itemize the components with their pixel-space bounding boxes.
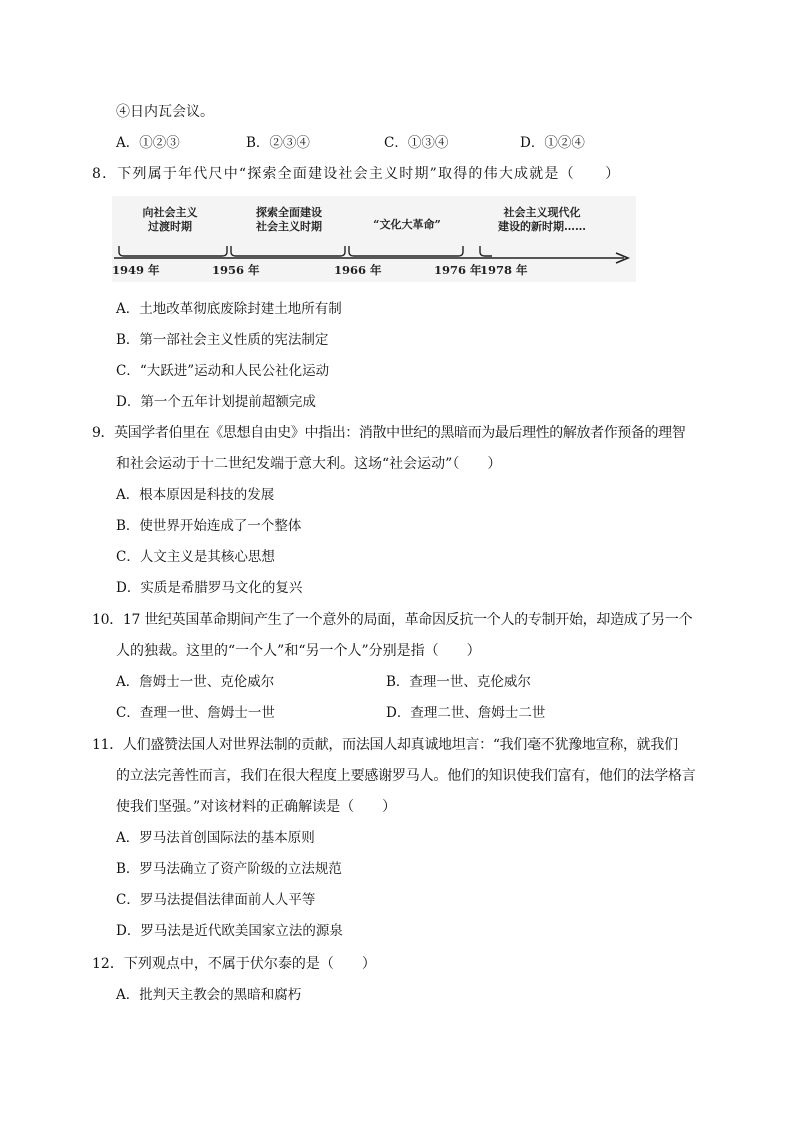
period-label-4-line1: 社会主义现代化 [503,206,581,219]
q8-option-d: D．第一个五年计划提前超额完成 [116,394,316,410]
q12-stem: 12．下列观点中，不属于伏尔泰的是（ ） [92,956,376,972]
period-label-1-line2: 过渡时期 [148,220,192,233]
period-label-3-line1: “文化大革命” [373,218,441,231]
period-label-1-line1: 向社会主义 [142,206,198,219]
period-label-4 [480,206,604,234]
year-1949: 1949 年 [112,263,160,277]
period-label-2-line2: 社会主义时期 [256,220,322,233]
q9-option-b: B．使世界开始连成了一个整体 [116,518,302,534]
q11-stem-line1: 11．人们盛赞法国人对世界法制的贡献，而法国人却真诚地坦言：“我们毫不犹豫地宣称，就我们 [92,737,678,753]
timeline-figure [112,196,636,282]
q11-option-c: C．罗马法提倡法律面前人人平等 [116,892,316,908]
q8-option-c: C．“大跃进”运动和人民公社化运动 [116,363,330,379]
q10-option-b: B．查理一世、克伦威尔 [386,674,531,690]
q10-stem-line2: 人的独裁。这里的“一个人”和“另一个人”分别是指（ ） [116,643,481,659]
q8-stem: 8．下列属于年代尺中“探索全面建设社会主义时期”取得的伟大成就是（ ） [92,166,621,182]
q9-stem-line1: 9．英国学者伯里在《思想自由史》中指出：消散中世纪的黑暗而为最后理性的解放者作预备的理智 [92,425,686,441]
q9-option-d: D．实质是希腊罗马文化的复兴 [116,580,303,596]
q7-option-b: B．②③④ [246,135,310,151]
q10-option-d: D．查理二世、詹姆士二世 [386,705,546,721]
year-1976: 1976 年 [434,263,482,277]
period-label-2-line1: 探索全面建设 [256,206,322,219]
q12-option-a: A．批判天主教会的黑暗和腐朽 [116,987,302,1003]
q10-option-a: A．詹姆士一世、克伦威尔 [116,674,275,690]
year-1966: 1966 年 [334,263,382,277]
q7-option-c: C．①③④ [384,135,449,151]
q9-option-c: C．人文主义是其核心思想 [116,549,275,565]
period-label-1 [120,206,220,234]
q7-option-d: D．①②④ [520,135,585,151]
year-1956: 1956 年 [212,263,260,277]
period-label-4-line2: 建设的新时期…… [498,220,586,233]
q8-option-b: B．第一部社会主义性质的宪法制定 [116,332,329,348]
q11-stem-line3: 使我们坚强。”对该材料的正确解读是（ ） [116,799,397,815]
q11-stem-line2: 的立法完善性而言，我们在很大程度上要感谢罗马人。他们的知识使我们富有，他们的法学格言 [116,768,696,784]
q11-option-b: B．罗马法确立了资产阶级的立法规范 [116,861,342,877]
q9-stem-line2: 和社会运动于十二世纪发端于意大利。这场“社会运动”（ ） [116,456,502,472]
q9-option-a: A．根本原因是科技的发展 [116,487,275,503]
q10-option-c: C．查理一世、詹姆士一世 [116,705,275,721]
prev-item: ④日内瓦会议。 [116,104,214,120]
q11-option-d: D．罗马法是近代欧美国家立法的源泉 [116,923,343,939]
q10-stem-line1: 10．17 世纪英国革命期间产生了一个意外的局面，革命因反抗一个人的专制开始，却造成了另一个 [92,612,693,628]
period-label-3 [352,218,462,232]
q8-option-a: A．土地改革彻底废除封建土地所有制 [116,301,342,317]
period-label-2 [234,206,344,234]
q11-option-a: A．罗马法首创国际法的基本原则 [116,830,315,846]
q7-option-a: A．①②③ [116,135,180,151]
year-1978: 1978 年 [480,263,528,277]
